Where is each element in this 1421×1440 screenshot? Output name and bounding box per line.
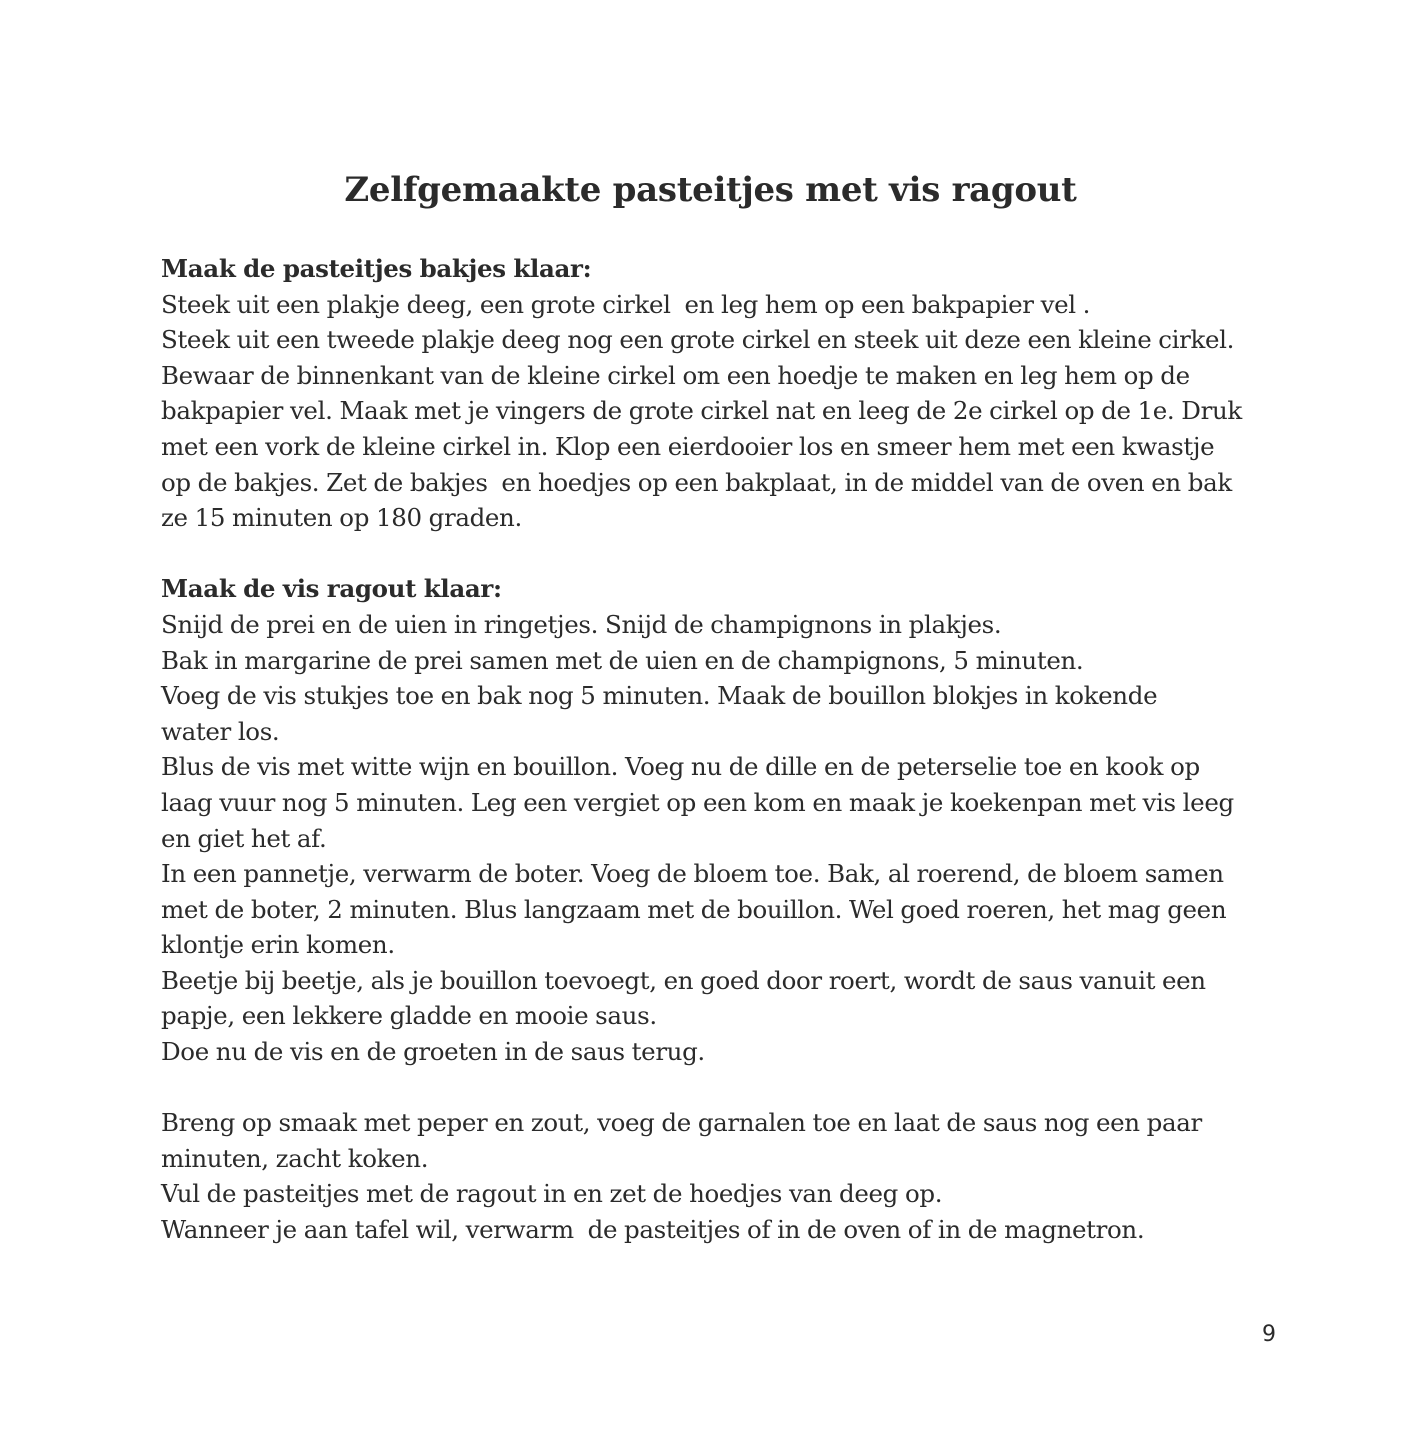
- text-line: In een pannetje, verwarm de boter. Voeg de bloem toe. Bak, al roerend, de bloem samen: [161, 859, 1224, 889]
- text-line: Steek uit een tweede plakje deeg nog een grote cirkel en steek uit deze een kleine cirkel.: [161, 325, 1235, 355]
- text-line: op de bakjes. Zet de bakjes en hoedjes op een bakplaat, in de middel van de oven en bak: [161, 467, 1232, 497]
- paragraph-gap: [161, 1070, 1291, 1106]
- section-afwerking: [161, 1105, 1291, 1247]
- text-line: Blus de vis met witte wijn en bouillon. Voeg nu de dille en de peterselie toe en kook op: [161, 752, 1200, 782]
- section-heading-bakjes: Maak de pasteitjes bakjes klaar:: [161, 254, 592, 283]
- text-line: Snijd de prei en de uien in ringetjes. Snijd de champignons in plakjes.: [161, 609, 1002, 639]
- text-line: en giet het af.: [161, 823, 327, 853]
- text-line: Bewaar de binnenkant van de kleine cirkel om een hoedje te maken en leg hem op de: [161, 360, 1190, 390]
- text-line: laag vuur nog 5 minuten. Leg een vergiet op een kom en maak je koekenpan met vis leeg: [161, 787, 1234, 817]
- section-heading-ragout: Maak de vis ragout klaar:: [161, 574, 502, 604]
- section-bakjes: [161, 251, 1291, 536]
- text-line: Wanneer je aan tafel wil, verwarm de pasteitjes of in de oven of in de magnetron.: [161, 1215, 1145, 1245]
- text-line: bakpapier vel. Maak met je vingers de grote cirkel nat en leeg de 2e cirkel op de 1e. Druk: [161, 396, 1242, 426]
- text-line: Vul de pasteitjes met de ragout in en zet de hoedjes van deeg op.: [161, 1179, 943, 1209]
- text-line: Steek uit een plakje deeg, een grote cirkel en leg hem op een bakpapier vel .: [161, 289, 1091, 319]
- text-line: Doe nu de vis en de groeten in de saus terug.: [161, 1037, 705, 1067]
- text-line: met een vork de kleine cirkel in. Klop een eierdooier los en smeer hem met een kwastje: [161, 431, 1215, 461]
- text-line: Bak in margarine de prei samen met de uien en de champignons, 5 minuten.: [161, 645, 1084, 675]
- text-line: Voeg de vis stukjes toe en bak nog 5 minuten. Maak de bouillon blokjes in kokende: [161, 681, 1158, 711]
- text-line: klontje erin komen.: [161, 930, 395, 960]
- text-line: minuten, zacht koken.: [161, 1143, 429, 1173]
- text-line: Beetje bij beetje, als je bouillon toevoegt, en goed door roert, wordt de saus vanuit een: [161, 965, 1206, 995]
- text-line: met de boter, 2 minuten. Blus langzaam met de bouillon. Wel goed roeren, het mag geen: [161, 894, 1227, 924]
- recipe-body: [161, 251, 1291, 1248]
- text-line: papje, een lekkere gladde en mooie saus.: [161, 1001, 657, 1031]
- text-line: water los.: [161, 716, 280, 746]
- text-line: Breng op smaak met peper en zout, voeg de garnalen toe en laat de saus nog een paar: [161, 1108, 1202, 1138]
- section-ragout: [161, 571, 1291, 1069]
- page-title: Zelfgemaakte pasteitjes met vis ragout: [344, 170, 1077, 210]
- page-number: 9: [1262, 1322, 1276, 1347]
- paragraph-gap: [161, 536, 1291, 572]
- text-line: ze 15 minuten op 180 graden.: [161, 503, 522, 533]
